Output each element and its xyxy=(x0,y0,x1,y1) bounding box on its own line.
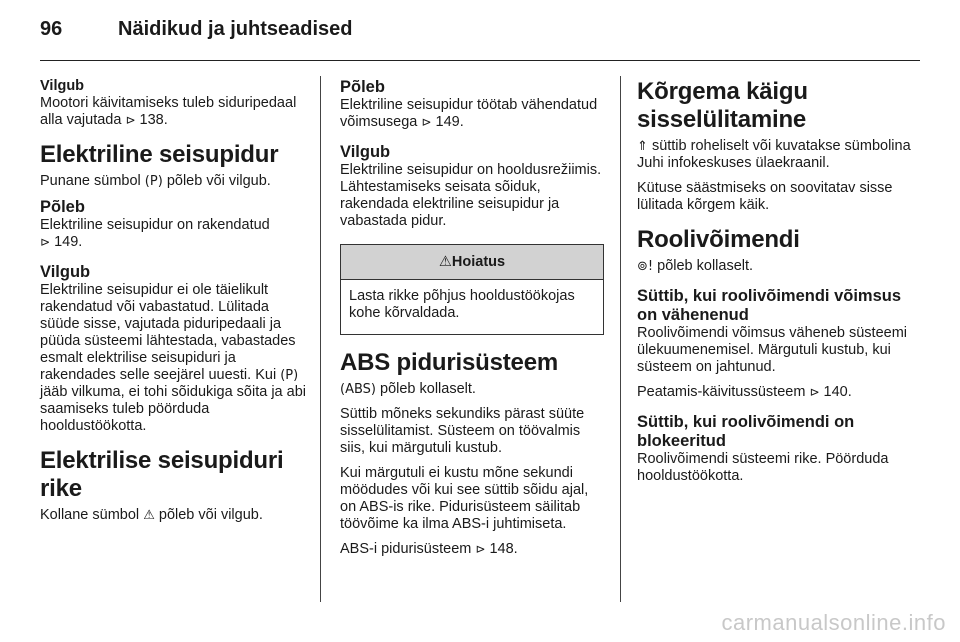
column-3 xyxy=(637,78,920,493)
running-title: Näidikud ja juhtseadised xyxy=(118,18,353,40)
page-ref-icon: ⊳ xyxy=(125,113,136,127)
paragraph: Elektriline seisupidur ei ole täielikult rakendatud või vabastatud. Lülitada süüde sisse, vajutada piduripedaali ja püüda süsteemi lähtestada, vabastades esmalt elektrilise seisupiduri ja rakendades selle seejärel uuesti. Kui (P) jääb vilkuma, ei tohi sõidukiga sõita ja abi saamiseks tuleb pöörduda hooldustöökotta. xyxy=(40,282,306,434)
warning-icon: ⚠ xyxy=(438,254,452,270)
paragraph: Kütuse säästmiseks on soovitatav sisse lülitada kõrgem käik. xyxy=(637,180,893,213)
column-1 xyxy=(40,78,310,532)
page-number: 96 xyxy=(40,18,63,40)
page-ref[interactable]: 148. xyxy=(489,541,518,557)
section-heading-abs: ABS pidurisüsteem xyxy=(340,349,558,376)
page-ref[interactable]: 140. xyxy=(823,384,852,400)
page-header xyxy=(40,18,353,48)
power-steering-icon: ⊚! xyxy=(637,259,654,274)
paragraph: ⊚! põleb kollaselt. xyxy=(637,258,754,274)
column-2 xyxy=(340,78,604,566)
paragraph: Elektriline seisupidur töötab vähendatud võimsusega ⊳ 149. xyxy=(340,97,598,130)
upshift-icon: ⇑ xyxy=(637,139,648,154)
warning-body xyxy=(341,280,603,334)
column-divider-1 xyxy=(320,76,321,602)
subheading-poleb: Põleb xyxy=(40,198,85,216)
paragraph: Kui märgutuli ei kustu mõne sekundi möödudes või kui see süttib sõidu ajal, on ABS-is rike. Pidurisüsteem säilitab töövõime ka ilma ABS-i juhtimiseta. xyxy=(340,465,589,532)
warning-title: Hoiatus xyxy=(451,254,506,270)
paragraph: (ABS) põleb kollaselt. xyxy=(340,381,476,397)
section-heading-power-steering: Roolivõimendi xyxy=(637,226,800,253)
subheading-vilgub: Vilgub xyxy=(340,143,391,161)
subheading-blocked: Süttib, kui roolivõimendi on blokeeritud xyxy=(637,413,855,450)
park-brake-icon: (P) xyxy=(280,368,299,383)
page-ref[interactable]: 149. xyxy=(435,114,464,130)
page-ref[interactable]: 149. xyxy=(54,234,83,250)
page-ref-icon: ⊳ xyxy=(809,385,820,399)
column-divider-2 xyxy=(620,76,621,602)
paragraph: ABS-i pidurisüsteem ⊳ 148. xyxy=(340,541,518,557)
park-brake-fault-icon: ⚠ xyxy=(143,508,155,523)
warning-header xyxy=(341,245,603,280)
park-brake-icon: (P) xyxy=(144,174,163,189)
abs-icon: (ABS) xyxy=(340,382,376,397)
paragraph: Punane sümbol (P) põleb või vilgub. xyxy=(40,173,271,189)
page-ref-icon: ⊳ xyxy=(421,115,432,129)
section-heading-park-brake: Elektriline seisupidur xyxy=(40,141,279,168)
paragraph: Kollane sümbol ⚠ põleb või vilgub. xyxy=(40,507,263,523)
watermark: carmanualsonline.info xyxy=(721,610,946,635)
paragraph: Roolivõimendi süsteemi rike. Pöörduda hooldustöökotta. xyxy=(637,451,889,484)
paragraph: Mootori käivitamiseks tuleb siduripedaal alla vajutada ⊳ 138. xyxy=(40,95,297,128)
paragraph: Peatamis-käivitussüsteem ⊳ 140. xyxy=(637,384,852,400)
section-heading-park-brake-fault: Elektrilise seisupiduri rike xyxy=(40,447,284,502)
section-heading-upshift: Kõrgema käigu sisselülitamine xyxy=(637,78,808,133)
warning-box xyxy=(340,244,604,335)
subheading-reduced: Süttib, kui roolivõimendi võimsus on vähenenud xyxy=(637,287,902,324)
paragraph: Elektriline seisupidur on rakendatud ⊳ 149. xyxy=(40,217,270,250)
page-ref[interactable]: 138. xyxy=(139,112,168,128)
page-ref-icon: ⊳ xyxy=(475,542,486,556)
paragraph: Elektriline seisupidur on hooldusrežiimis. Lähtestamiseks seisata sõiduk, rakendada elektriline seisupidur ja vabastada pidur. xyxy=(340,162,602,229)
subheading-vilgub: Vilgub xyxy=(40,263,91,281)
page-ref-icon: ⊳ xyxy=(40,235,51,249)
subheading-poleb: Põleb xyxy=(340,78,385,96)
subheading-vilgub: Vilgub xyxy=(40,78,85,94)
paragraph: ⇑ süttib roheliselt või kuvatakse sümbolina Juhi infokeskuses ülaekraanil. xyxy=(637,138,911,171)
paragraph: Roolivõimendi võimsus väheneb süsteemi ülekuumenemisel. Märgutuli kustub, kui süsteem on jahtunud. xyxy=(637,325,907,375)
paragraph: Süttib mõneks sekundiks pärast süüte sisselülitamist. Süsteem on töövalmis siis, kui märgutuli kustub. xyxy=(340,406,585,456)
header-rule xyxy=(40,60,920,61)
warning-text: Lasta rikke põhjus hooldustöökojas kohe kõrvaldada. xyxy=(349,288,575,321)
